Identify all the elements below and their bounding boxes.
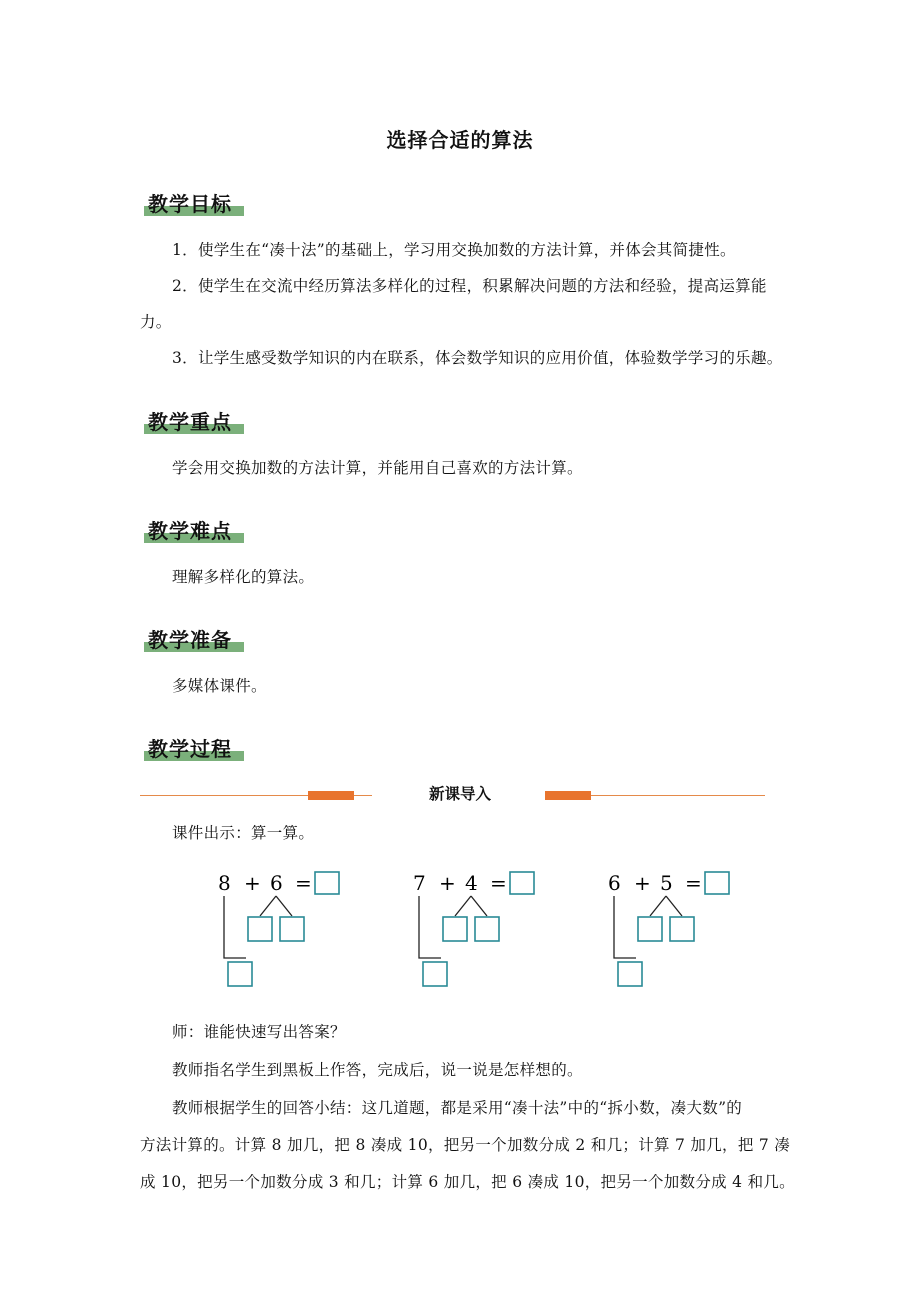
preparation-text: 多媒体课件。	[172, 677, 267, 695]
page-title: 选择合适的算法	[386, 128, 534, 152]
plus-sign: +	[244, 871, 261, 895]
ten-box	[423, 962, 447, 986]
split-line-left	[260, 896, 276, 916]
summary-line-2: 方法计算的。计算 8 加几，把 8 凑成 10，把另一个加数分成 2 和几；计算 7 加几，把 7 凑	[140, 1136, 791, 1154]
addend-a: 7	[413, 871, 426, 895]
heading-preparation	[148, 624, 232, 653]
objective-3: 3．让学生感受数学知识的内在联系，体会数学知识的应用价值，体验数学学习的乐趣。	[172, 349, 783, 367]
teacher-question: 师：谁能快速写出答案？	[172, 1023, 346, 1041]
summary-line-1: 教师根据学生的回答小结：这几道题，都是采用“凑十法”中的“拆小数，凑大数”的	[172, 1099, 743, 1117]
split-box-right	[475, 917, 499, 941]
equals-sign: =	[685, 871, 702, 895]
split-box-left	[638, 917, 662, 941]
addend-b: 4	[465, 871, 478, 895]
split-line-left	[650, 896, 666, 916]
difficulty-text: 理解多样化的算法。	[172, 568, 315, 586]
summary-line-3: 成 10，把另一个加数分成 3 和几；计算 6 加几，把 6 凑成 10，把另一个加数分成 4 和几。	[140, 1173, 795, 1191]
addend-b: 5	[660, 871, 673, 895]
answer-box	[315, 872, 339, 894]
objective-1: 1．使学生在“凑十法”的基础上，学习用交换加数的方法计算，并体会其简捷性。	[172, 241, 736, 259]
equation-tree-2	[411, 866, 541, 994]
split-box-right	[280, 917, 304, 941]
ten-box	[618, 962, 642, 986]
objective-2: 2．使学生在交流中经历算法多样化的过程，积累解决问题的方法和经验，提高运算能	[172, 277, 767, 295]
plus-sign: +	[439, 871, 456, 895]
combine-line	[419, 896, 441, 958]
equals-sign: =	[490, 871, 507, 895]
addend-a: 8	[218, 871, 231, 895]
equation-tree-1	[216, 866, 346, 994]
split-box-right	[670, 917, 694, 941]
heading-label: 教学难点	[148, 519, 232, 543]
answer-box	[510, 872, 534, 894]
combine-line	[224, 896, 246, 958]
split-box-left	[248, 917, 272, 941]
teacher-instruction: 教师指名学生到黑板上作答，完成后，说一说是怎样想的。	[172, 1061, 583, 1079]
ten-box	[228, 962, 252, 986]
heading-difficulties	[148, 515, 232, 544]
split-diagram	[216, 866, 346, 990]
heading-label: 教学过程	[148, 737, 232, 761]
equation-tree-3	[606, 866, 736, 994]
split-diagram	[606, 866, 736, 990]
heading-key-points	[148, 406, 232, 435]
split-line-right	[666, 896, 682, 916]
split-line-right	[471, 896, 487, 916]
heading-label: 教学目标	[148, 192, 232, 216]
combine-line	[614, 896, 636, 958]
split-box-left	[443, 917, 467, 941]
heading-process	[148, 733, 232, 762]
key-point-text: 学会用交换加数的方法计算，并能用自己喜欢的方法计算。	[172, 459, 583, 477]
split-line-left	[455, 896, 471, 916]
split-diagram	[411, 866, 541, 990]
addend-b: 6	[270, 871, 283, 895]
split-line-right	[276, 896, 292, 916]
equals-sign: =	[295, 871, 312, 895]
intro-text: 课件出示：算一算。	[172, 824, 315, 842]
heading-objectives	[148, 188, 232, 217]
answer-box	[705, 872, 729, 894]
subsection-title: 新课导入	[428, 784, 491, 803]
heading-label: 教学准备	[148, 628, 232, 652]
objective-2-cont: 力。	[140, 313, 172, 331]
addend-a: 6	[608, 871, 621, 895]
heading-label: 教学重点	[148, 410, 232, 434]
plus-sign: +	[634, 871, 651, 895]
